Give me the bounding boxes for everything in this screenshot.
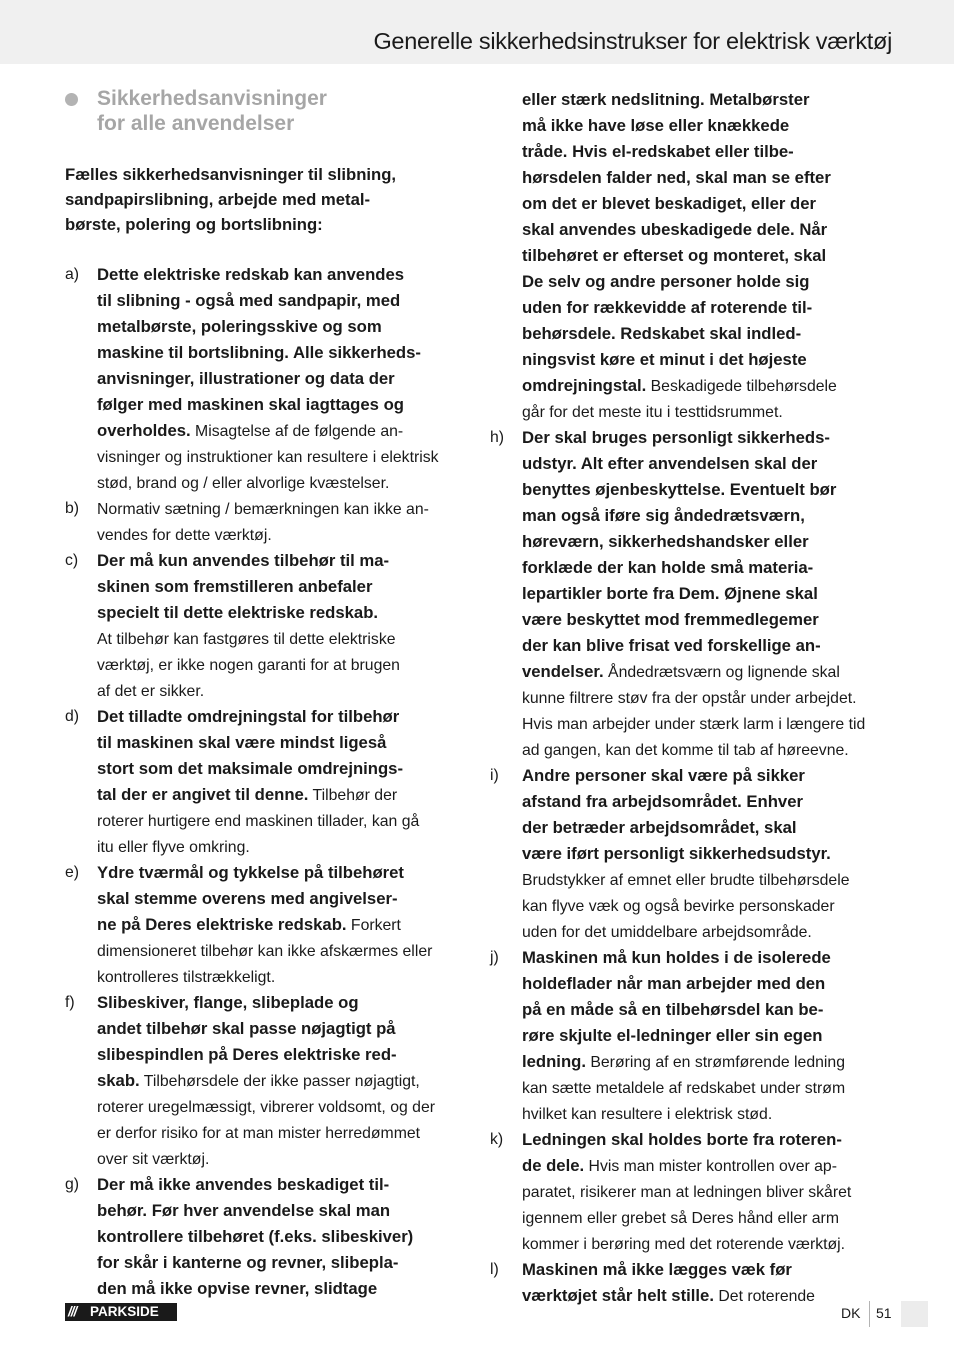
text-line	[97, 496, 465, 522]
regular-text: Hvis man arbejder under stærk larm i længere tid	[522, 716, 866, 733]
regular-text: visninger og instruktioner kan resultere i elektrisk	[97, 449, 439, 466]
bold-text: Der skal bruges personligt sikkerheds-	[522, 428, 830, 447]
regular-text: Beskadigede tilbehørsdele	[646, 378, 837, 395]
text-line	[97, 1224, 465, 1250]
list-item	[490, 945, 890, 1127]
list-item	[65, 548, 465, 704]
bold-text: eller stærk nedslitning. Metalbørster	[522, 90, 810, 109]
bold-text: høreværn, sikkerhedshandsker eller	[522, 532, 809, 551]
list-item-body	[522, 87, 890, 425]
bold-text: der betræder arbejdsområdet, skal	[522, 818, 797, 837]
text-line	[522, 373, 890, 399]
regular-text: roterer uregelmæssigt, vibrerer voldsomt, og der	[97, 1099, 436, 1116]
list-item-marker	[490, 87, 522, 425]
list-item	[490, 763, 890, 945]
regular-text: itu eller flyve omkring.	[97, 839, 250, 856]
text-line	[97, 262, 465, 288]
text-line	[522, 1283, 890, 1309]
list-item	[65, 860, 465, 990]
list-item	[65, 262, 465, 496]
bold-text: andet tilbehør skal passe nøjagtigt på	[97, 1019, 396, 1038]
regular-text: Hvis man mister kontrollen over ap-	[584, 1158, 837, 1175]
text-line	[522, 789, 890, 815]
text-line	[522, 477, 890, 503]
text-line	[522, 607, 890, 633]
bold-text: forklæde der kan holde små materia-	[522, 558, 814, 577]
text-line	[522, 191, 890, 217]
regular-text: kunne filtrere støv fra der opstår under arbejdet.	[522, 690, 857, 707]
regular-text: stød, brand og / eller alvorlige kvæstelser.	[97, 475, 390, 492]
regular-text: Normativ sætning / bemærkningen kan ikke an-	[97, 501, 429, 518]
intro-line: Fælles sikkerhedsanvisninger til slibning,	[65, 165, 397, 184]
regular-text: vendes for dette værktøj.	[97, 527, 272, 544]
bold-text: ne på Deres elektriske redskab.	[97, 915, 347, 934]
bold-text: Maskinen må ikke lægges væk før	[522, 1260, 792, 1279]
text-line	[522, 1127, 890, 1153]
text-line	[522, 711, 890, 737]
text-line	[97, 288, 465, 314]
bold-text: afstand fra arbejdsområdet. Enhver	[522, 792, 803, 811]
text-line	[522, 1153, 890, 1179]
text-line	[97, 704, 465, 730]
bold-text: til slibning - også med sandpapir, med	[97, 291, 401, 310]
list-item-marker: g)	[65, 1176, 80, 1193]
regular-text: dimensioneret tilbehør kan ikke afskærmes eller	[97, 943, 433, 960]
intro-text	[65, 162, 465, 237]
text-line	[522, 295, 890, 321]
text-line	[522, 1101, 890, 1127]
text-line	[522, 139, 890, 165]
text-line	[522, 997, 890, 1023]
text-line	[522, 685, 890, 711]
bold-text: Det tilladte omdrejningstal for tilbehør	[97, 707, 400, 726]
text-line	[97, 340, 465, 366]
bold-text: der kan blive frisat ved forskellige an-	[522, 636, 821, 655]
text-line	[522, 581, 890, 607]
bold-text: man også iføre sig åndedrætsværn,	[522, 506, 805, 525]
left-list	[65, 262, 465, 1302]
text-line	[97, 964, 465, 990]
bold-text: Ydre tværmål og tykkelse på tilbehøret	[97, 863, 404, 882]
bold-text: Ledningen skal holdes borte fra roteren-	[522, 1130, 842, 1149]
list-item-body	[522, 1127, 890, 1257]
regular-text: er derfor risiko for at man mister herredømmet	[97, 1125, 421, 1142]
text-line	[97, 548, 465, 574]
regular-text: Tilbehørsdele der ikke passer nøjagtigt,	[139, 1073, 420, 1090]
bold-text: til maskinen skal være mindst ligeså	[97, 733, 387, 752]
text-line	[97, 1172, 465, 1198]
bold-text: for skår i kanterne og revner, slibepla-	[97, 1253, 399, 1272]
text-line	[97, 808, 465, 834]
text-line	[522, 763, 890, 789]
regular-text: værktøj, er ikke nogen garanti for at brugen	[97, 657, 400, 674]
text-line	[522, 1023, 890, 1049]
text-line	[522, 113, 890, 139]
bold-text: Der må kun anvendes tilbehør til ma-	[97, 551, 390, 570]
text-line	[97, 652, 465, 678]
text-line	[97, 1198, 465, 1224]
bold-text: værktøjet står helt stille.	[522, 1286, 714, 1305]
right-column	[490, 87, 890, 1309]
text-line	[522, 399, 890, 425]
bold-text: tråde. Hvis el-redskabet eller tilbe-	[522, 142, 794, 161]
list-item-marker: k)	[490, 1131, 504, 1148]
footer-language: DK	[841, 1305, 861, 1321]
bold-text: om det er blevet beskadiget, eller der	[522, 194, 816, 213]
list-item-body	[97, 262, 465, 496]
list-item-marker: e)	[65, 864, 80, 881]
list-item	[65, 1172, 465, 1302]
page-header-title: Generelle sikkerhedsinstrukser for elektrisk værktøj	[373, 28, 892, 54]
list-item	[490, 87, 890, 425]
bold-text: holdeflader når man arbejder med den	[522, 974, 826, 993]
text-line	[97, 1120, 465, 1146]
bold-text: metalbørste, poleringsskive og som	[97, 317, 382, 336]
text-line	[97, 912, 465, 938]
text-line	[97, 522, 465, 548]
bold-text: behørsdele. Redskabet skal indled-	[522, 324, 802, 343]
list-item-body	[522, 425, 890, 763]
section-heading-line: Sikkerhedsanvisninger	[97, 87, 327, 110]
section-heading-line: for alle anvendelser	[97, 112, 295, 135]
text-line	[97, 626, 465, 652]
text-line	[522, 529, 890, 555]
footer-box	[901, 1301, 928, 1327]
list-item-body	[522, 763, 890, 945]
text-line	[522, 1179, 890, 1205]
list-item-body	[97, 990, 465, 1172]
regular-text: hvilket kan resultere i elektrisk stød.	[522, 1106, 773, 1123]
regular-text: At tilbehør kan fastgøres til dette elektriske	[97, 631, 396, 648]
bold-text: de dele.	[522, 1156, 585, 1175]
text-line	[522, 737, 890, 763]
left-column	[65, 162, 465, 1302]
parkside-logo	[65, 1303, 177, 1321]
bold-text: være beskyttet mod fremmedlegemer	[522, 610, 819, 629]
list-item	[490, 1127, 890, 1257]
bold-text: behør. Før hver anvendelse skal man	[97, 1201, 391, 1220]
text-line	[522, 451, 890, 477]
bold-text: hørsdelen falder ned, skal man se efter	[522, 168, 831, 187]
bold-text: maskine til bortslibning. Alle sikkerheds-	[97, 343, 421, 362]
text-line	[522, 659, 890, 685]
regular-text: uden for det umiddelbare arbejdsområde.	[522, 924, 812, 941]
text-line	[97, 366, 465, 392]
text-line	[522, 1075, 890, 1101]
text-line	[522, 1231, 890, 1257]
intro-line: børste, polering og bortslibning:	[65, 215, 323, 234]
text-line	[522, 1205, 890, 1231]
bold-text: skab.	[97, 1071, 140, 1090]
list-item-body	[97, 548, 465, 704]
footer-divider	[869, 1301, 870, 1327]
text-line	[522, 347, 890, 373]
list-item-marker: h)	[490, 429, 505, 446]
text-line	[522, 919, 890, 945]
bold-text: De selv og andre personer holde sig	[522, 272, 810, 291]
regular-text: Tilbehør der	[308, 787, 398, 804]
regular-text: går for det meste itu i testtidsrummet.	[522, 404, 783, 421]
bold-text: på en måde så en tilbehørsdel kan be-	[522, 1000, 824, 1019]
text-line	[97, 678, 465, 704]
bold-text: tal der er angivet til denne.	[97, 785, 309, 804]
bold-text: Maskinen må kun holdes i de isolerede	[522, 948, 831, 967]
text-line	[522, 867, 890, 893]
list-item	[490, 425, 890, 763]
bold-text: udstyr. Alt efter anvendelsen skal der	[522, 454, 818, 473]
list-item-body	[97, 860, 465, 990]
list-item-marker: l)	[490, 1261, 499, 1278]
bold-text: skinen som fremstilleren anbefaler	[97, 577, 373, 596]
regular-text: kan flyve væk og også bevirke personskader	[522, 898, 835, 915]
bold-text: ledning.	[522, 1052, 586, 1071]
bold-text: den må ikke opvise revner, slidtage	[97, 1279, 378, 1298]
regular-text: kan sætte metaldele af redskabet under strøm	[522, 1080, 846, 1097]
list-item-body	[522, 1257, 890, 1309]
regular-text: af det er sikker.	[97, 683, 205, 700]
bold-text: Dette elektriske redskab kan anvendes	[97, 265, 405, 284]
bold-text: Der må ikke anvendes beskadiget til-	[97, 1175, 390, 1194]
regular-text: Forkert	[346, 917, 401, 934]
bold-text: være iført personligt sikkerhedsudstyr.	[522, 844, 831, 863]
text-line	[97, 990, 465, 1016]
bold-text: skal anvendes ubeskadigede dele. Når	[522, 220, 828, 239]
bold-text: røre skjulte el-ledninger eller sin egen	[522, 1026, 823, 1045]
regular-text: kommer i berøring med det roterende værktøj.	[522, 1236, 846, 1253]
text-line	[97, 574, 465, 600]
text-line	[97, 1016, 465, 1042]
text-line	[522, 1257, 890, 1283]
list-item-marker: a)	[65, 266, 80, 283]
text-line	[522, 321, 890, 347]
section-bullet-icon	[65, 93, 78, 106]
text-line	[97, 1276, 465, 1302]
text-line	[97, 938, 465, 964]
bold-text: følger med maskinen skal iagttages og	[97, 395, 404, 414]
text-line	[522, 555, 890, 581]
list-item-marker: c)	[65, 552, 79, 569]
text-line	[97, 1094, 465, 1120]
text-line	[522, 971, 890, 997]
list-item	[65, 990, 465, 1172]
intro-line: sandpapirslibning, arbejde med metal-	[65, 190, 371, 209]
text-line	[97, 314, 465, 340]
text-line	[97, 730, 465, 756]
bold-text: ningsvist køre et minut i det højeste	[522, 350, 807, 369]
text-line	[522, 217, 890, 243]
bold-text: stort som det maksimale omdrejnings-	[97, 759, 404, 778]
text-line	[97, 756, 465, 782]
bold-text: slibespindlen på Deres elektriske red-	[97, 1045, 397, 1064]
right-list	[490, 87, 890, 1309]
list-item	[65, 704, 465, 860]
text-line	[97, 834, 465, 860]
bold-text: overholdes.	[97, 421, 191, 440]
bold-text: kontrollere tilbehøret (f.eks. slibeskiver)	[97, 1227, 414, 1246]
regular-text: Det roterende	[713, 1288, 815, 1305]
text-line	[522, 503, 890, 529]
text-line	[97, 418, 465, 444]
text-line	[522, 243, 890, 269]
text-line	[97, 392, 465, 418]
regular-text: Brudstykker af emnet eller brudte tilbehørsdele	[522, 872, 850, 889]
text-line	[97, 444, 465, 470]
text-line	[97, 1146, 465, 1172]
list-item-body	[97, 496, 465, 548]
text-line	[522, 1049, 890, 1075]
regular-text: ad gangen, kan det komme til tab af høreevne.	[522, 742, 849, 759]
regular-text: kontrolleres tilstrækkeligt.	[97, 969, 276, 986]
text-line	[97, 470, 465, 496]
bold-text: lepartikler borte fra Dem. Øjnene skal	[522, 584, 818, 603]
bold-text: vendelser.	[522, 662, 604, 681]
bold-text: uden for rækkevidde af roterende til-	[522, 298, 813, 317]
list-item-marker: d)	[65, 708, 80, 725]
bold-text: specielt til dette elektriske redskab.	[97, 603, 379, 622]
text-line	[97, 600, 465, 626]
text-line	[97, 1250, 465, 1276]
text-line	[97, 1068, 465, 1094]
regular-text: paratet, risikerer man at ledningen bliver skåret	[522, 1184, 852, 1201]
list-item	[65, 496, 465, 548]
list-item-marker: i)	[490, 767, 499, 784]
text-line	[97, 1042, 465, 1068]
page-number: 51	[876, 1305, 892, 1321]
text-line	[97, 782, 465, 808]
regular-text: Berøring af en strømførende ledning	[585, 1054, 845, 1071]
bold-text: anvisninger, illustrationer og data der	[97, 369, 395, 388]
text-line	[522, 893, 890, 919]
text-line	[522, 165, 890, 191]
text-line	[522, 269, 890, 295]
text-line	[522, 425, 890, 451]
list-item-marker: f)	[65, 994, 75, 1011]
list-item-body	[522, 945, 890, 1127]
list-item	[490, 1257, 890, 1309]
text-line	[522, 945, 890, 971]
regular-text: Misagtelse af de følgende an-	[190, 423, 404, 440]
text-line	[522, 87, 890, 113]
bold-text: Slibeskiver, flange, slibeplade og	[97, 993, 359, 1012]
bold-text: skal stemme overens med angivelser-	[97, 889, 398, 908]
regular-text: over sit værktøj.	[97, 1151, 210, 1168]
bold-text: må ikke have løse eller knækkede	[522, 116, 790, 135]
bold-text: Andre personer skal være på sikker	[522, 766, 805, 785]
list-item-body	[97, 1172, 465, 1302]
text-line	[97, 886, 465, 912]
section-heading	[97, 86, 327, 136]
text-line	[522, 815, 890, 841]
logo-stripes: ///	[68, 1304, 77, 1319]
bold-text: omdrejningstal.	[522, 376, 647, 395]
list-item-marker: b)	[65, 500, 80, 517]
text-line	[522, 841, 890, 867]
regular-text: roterer hurtigere end maskinen tillader, kan gå	[97, 813, 420, 830]
bold-text: tilbehøret er efterset og monteret, skal	[522, 246, 827, 265]
text-line	[97, 860, 465, 886]
logo-text: PARKSIDE	[90, 1304, 159, 1319]
list-item-body	[97, 704, 465, 860]
regular-text: Åndedrætsværn og lignende skal	[603, 664, 840, 681]
bold-text: benyttes øjenbeskyttelse. Eventuelt bør	[522, 480, 837, 499]
text-line	[522, 633, 890, 659]
list-item-marker: j)	[490, 949, 499, 966]
regular-text: igennem eller grebet så Deres hånd eller arm	[522, 1210, 839, 1227]
